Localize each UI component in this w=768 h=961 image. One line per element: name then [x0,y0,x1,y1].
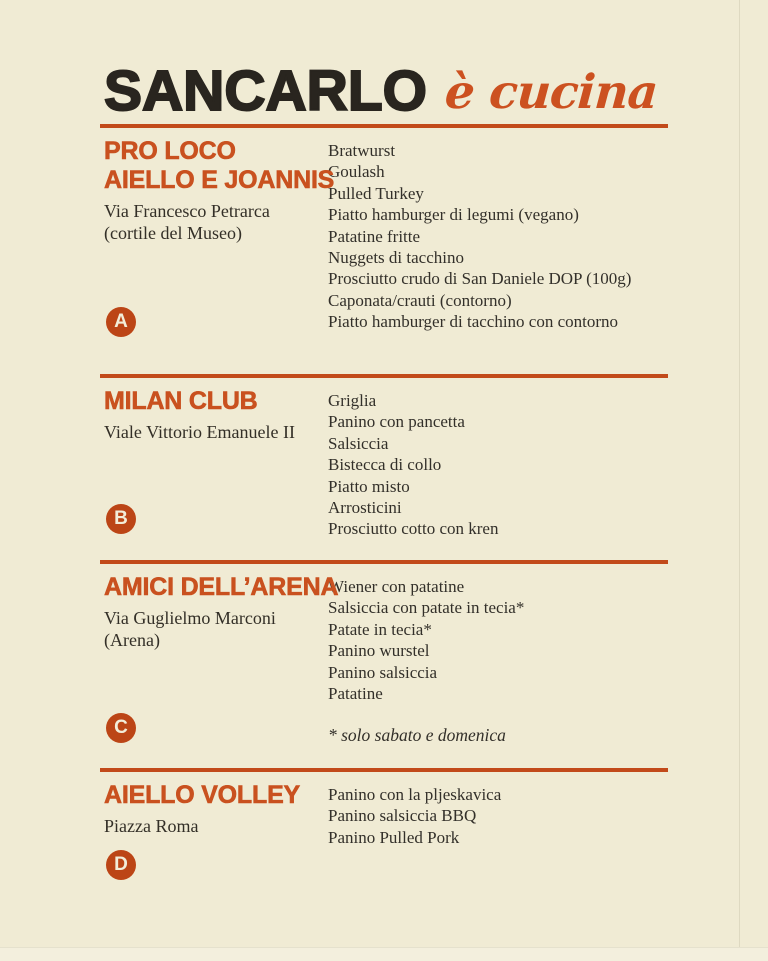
address-line: Piazza Roma [104,816,199,836]
menu-item: Wiener con patatine [328,577,465,596]
title-line: AIELLO VOLLEY [104,781,301,809]
menu-item: Salsiccia con patate in tecia* [328,598,525,618]
vendor-menu [328,573,668,768]
address-line: Via Francesco Petrarca [104,201,270,221]
menu-item: Prosciutto cotto con kren [328,519,499,539]
vendor-address [104,815,328,837]
menu-item: Piatto misto [328,476,410,496]
menu-item: Panino con la pljeskavica [328,785,502,804]
address-line: Via Guglielmo Marconi [104,608,276,628]
title-line: AIELLO E JOANNIS [104,166,335,194]
vendor-section-b [100,374,668,560]
page-edge-bottom [0,947,768,961]
vendor-menu [328,137,668,374]
menu-item: Pulled Turkey [328,183,424,203]
weekend-only-footnote: * solo sabato e domenica [328,725,506,746]
vendor-badge-d: D [106,850,136,880]
address-line: (cortile del Museo) [104,223,242,243]
address-line: (Arena) [104,630,160,650]
menu-item: Griglia [328,391,377,410]
vendor-address [104,200,328,244]
vendor-address [104,421,328,443]
vendor-section-a [100,128,668,374]
vendor-info [104,137,335,374]
vendor-menu [328,781,668,960]
menu-item: Nuggets di tacchino [328,248,464,268]
vendor-info [104,387,328,560]
menu-item: Panino salsiccia BBQ [328,806,477,826]
title-line: PRO LOCO [104,137,236,165]
menu-item: Caponata/crauti (contorno) [328,290,512,310]
brand-logotype: SANCARLO [104,58,427,123]
page-edge-right [739,0,740,947]
menu-item: Arrosticini [328,498,402,518]
title-line: MILAN CLUB [104,387,258,415]
menu-item: Panino con pancetta [328,412,465,432]
menu-item: Patatine [328,684,383,704]
menu-item: Bratwurst [328,141,396,160]
menu-item: Patatine fritte [328,226,421,246]
poster-content [100,0,668,960]
vendor-title [104,137,335,195]
menu-list [328,140,668,333]
title-line: AMICI DELL’ARENA [104,573,339,601]
vendor-section-c [100,560,668,768]
menu-item: Piatto hamburger di legumi (vegano) [328,205,579,225]
vendor-menu [328,387,668,560]
vendor-badge-a: A [106,307,136,337]
menu-item: Prosciutto crudo di San Daniele DOP (100g) [328,269,632,289]
vendor-info [104,573,339,768]
menu-item: Salsiccia [328,433,389,453]
menu-item: Panino wurstel [328,641,430,661]
menu-list [328,784,668,848]
menu-item: Goulash [328,162,385,182]
menu-item: Panino salsiccia [328,662,438,682]
vendor-badge-c: C [106,713,136,743]
menu-item: Bistecca di collo [328,455,442,475]
menu-list [328,390,668,540]
menu-item: Patate in tecia* [328,619,432,639]
vendor-section-d [100,768,668,960]
vendor-title [104,387,328,416]
menu-item: Panino Pulled Pork [328,827,460,847]
vendor-badge-b: B [106,504,136,534]
vendor-address [104,607,328,651]
menu-list [328,576,668,704]
vendor-title [104,573,339,602]
brand-tagline: è cucina [443,65,660,121]
poster-header [100,0,668,128]
vendor-info [104,781,328,960]
menu-item: Piatto hamburger di tacchino con contorno [328,312,619,332]
vendor-title [104,781,328,810]
address-line: Viale Vittorio Emanuele II [104,422,295,442]
